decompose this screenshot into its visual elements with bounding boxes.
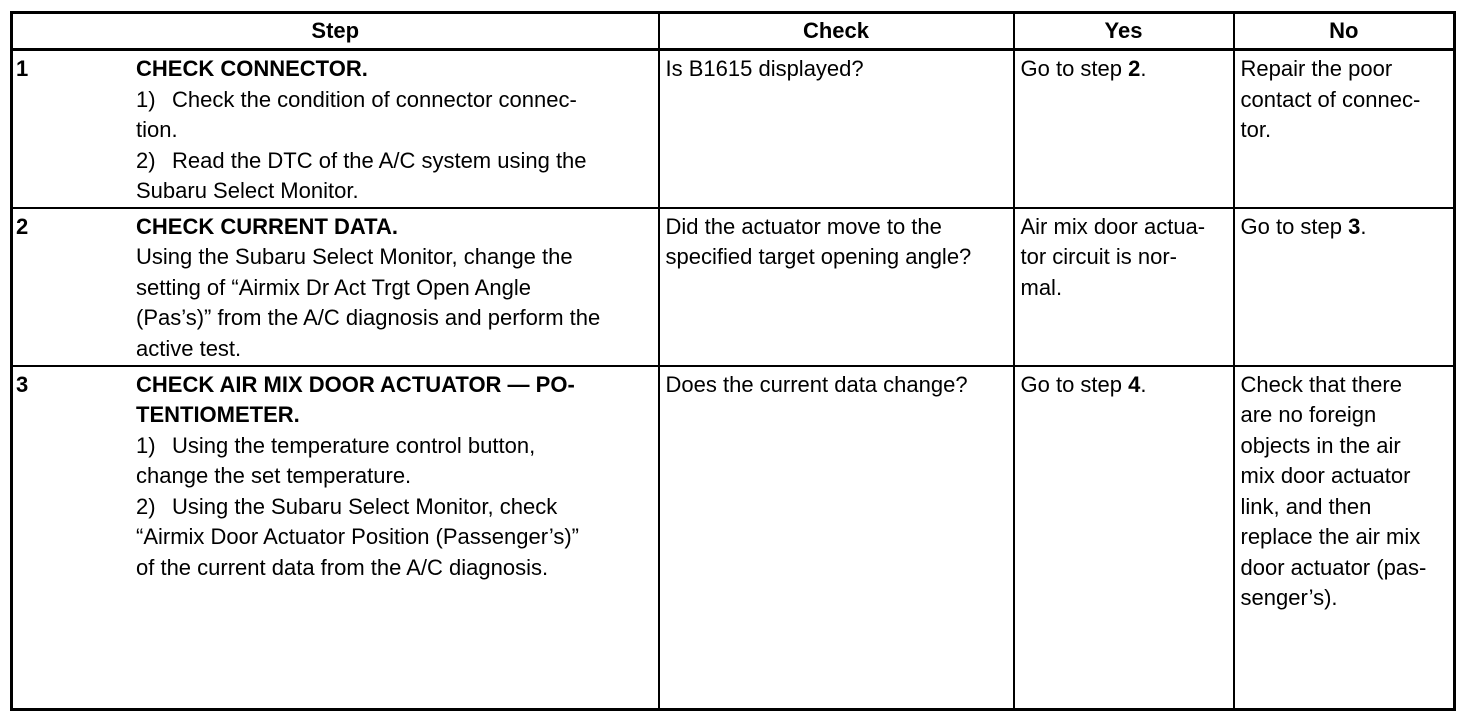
header-step: Step <box>12 13 659 50</box>
header-yes: Yes <box>1014 13 1234 50</box>
no-cell: Check that there are no foreign objects in the air mix door actuator link, and then replace the air mix door actuator (pas- senger’s). <box>1234 366 1455 710</box>
step-title-cont: TENTIOMETER. <box>136 402 300 427</box>
step-title: CHECK CONNECTOR. <box>136 56 368 81</box>
header-row <box>12 13 1455 50</box>
step-body <box>136 370 652 584</box>
step-instruction-cont: of the current data from the A/C diagnosis. <box>136 554 549 580</box>
table-row <box>12 366 1455 710</box>
step-instruction: 2) Using the Subaru Select Monitor, check <box>136 493 558 519</box>
yes-cell: Go to step 4. <box>1014 366 1234 710</box>
step-cell <box>12 50 659 208</box>
step-body <box>136 54 652 207</box>
step-title: CHECK AIR MIX DOOR ACTUATOR — PO- <box>136 371 575 397</box>
yes-cell: Air mix door actua- tor circuit is nor- mal. <box>1014 208 1234 366</box>
step-instruction-cont: change the set temperature. <box>136 463 412 488</box>
header-no: No <box>1234 13 1455 50</box>
step-number: 1 <box>16 56 29 81</box>
yes-cell: Go to step 2. <box>1014 50 1234 208</box>
step-instruction: 1) Check the condition of connector connec- <box>136 86 577 112</box>
check-cell: Does the current data change? <box>659 366 1014 710</box>
table-row <box>12 50 1455 208</box>
step-instruction-cont: tion. <box>136 117 178 142</box>
step-instruction-cont: “Airmix Door Actuator Position (Passenger’s)” <box>136 524 580 549</box>
step-title: CHECK CURRENT DATA. <box>136 213 398 239</box>
step-cell <box>12 208 659 366</box>
table-row <box>12 208 1455 366</box>
diagnostic-table <box>10 11 1456 711</box>
step-number: 3 <box>16 371 29 397</box>
check-cell: Did the actuator move to the specified target opening angle? <box>659 208 1014 366</box>
header-check: Check <box>659 13 1014 50</box>
no-cell: Go to step 3. <box>1234 208 1455 366</box>
check-cell: Is B1615 displayed? <box>659 50 1014 208</box>
step-instruction-cont: Subaru Select Monitor. <box>136 178 359 203</box>
step-instruction: 1) Using the temperature control button, <box>136 432 536 458</box>
no-cell: Repair the poor contact of connec- tor. <box>1234 50 1455 208</box>
step-cell <box>12 366 659 710</box>
step-instruction: 2) Read the DTC of the A/C system using the <box>136 147 587 173</box>
step-number: 2 <box>16 213 29 239</box>
step-body: CHECK CURRENT DATA. Using the Subaru Select Monitor, change the setting of “Airmix Dr Act Trgt Open Angle (Pas’s)” from the A/C diagnosis and perform the active test. <box>136 212 652 365</box>
